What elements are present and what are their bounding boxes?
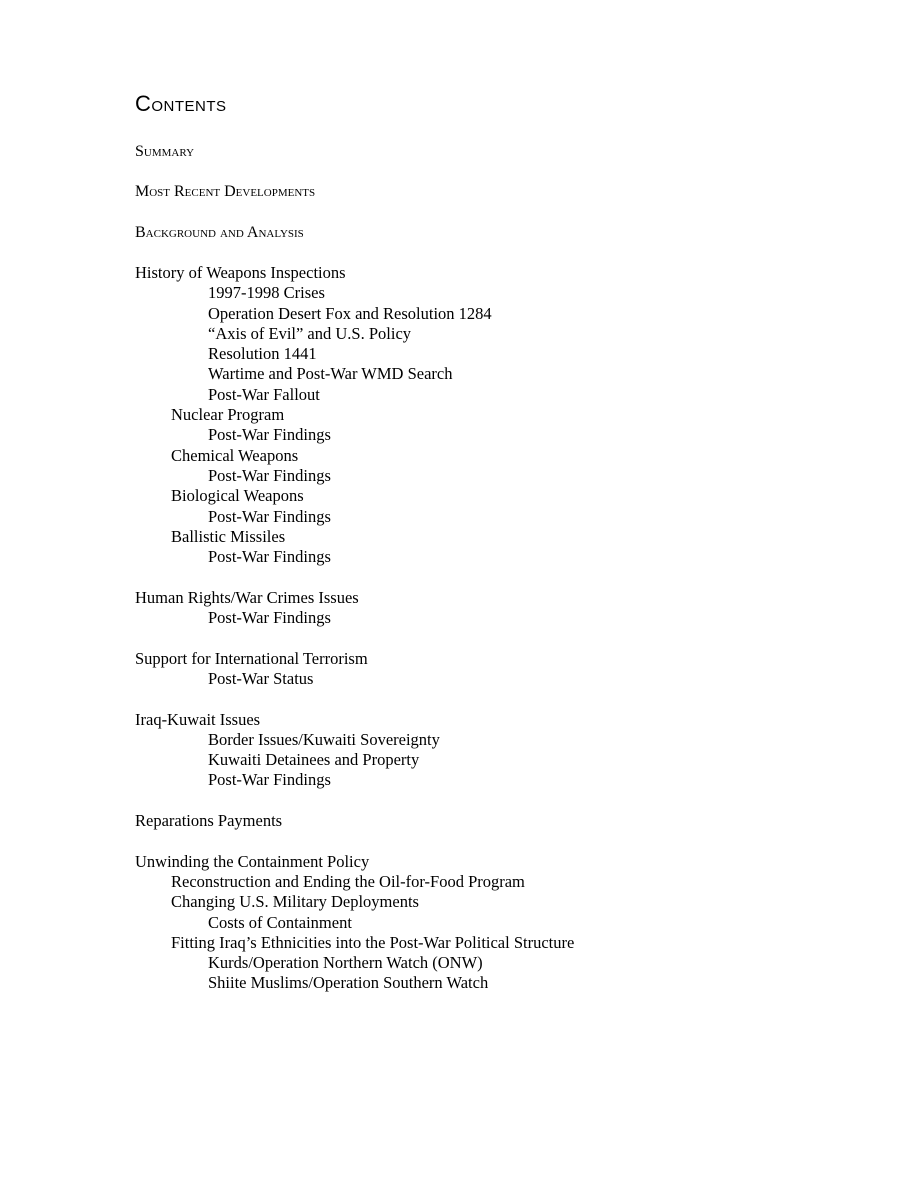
toc-entry-level-3: Post-War Findings xyxy=(208,506,331,526)
toc-entry-level-3: Post-War Findings xyxy=(208,770,331,790)
toc-entry-level-2: Nuclear Program xyxy=(171,405,285,425)
toc-entry-level-3: Post-War Status xyxy=(208,668,314,688)
toc-entry-level-3: Shiite Muslims/Operation Southern Watch xyxy=(208,973,489,993)
toc-entry-level-3: Costs of Containment xyxy=(208,912,352,932)
toc-entry-level-3: Kuwaiti Detainees and Property xyxy=(208,750,420,770)
toc-entry-level-3: Post-War Fallout xyxy=(208,384,320,404)
toc-entry-level-2: Fitting Iraq’s Ethnicities into the Post-War Political Structure xyxy=(171,932,575,952)
toc-entry-level-3: Post-War Findings xyxy=(208,425,331,445)
toc-entry-level-3: Kurds/Operation Northern Watch (ONW) xyxy=(208,953,483,973)
page-title: Contents xyxy=(135,91,227,116)
toc-entry-level-3: Wartime and Post-War WMD Search xyxy=(208,364,453,384)
toc-entry-level-1: History of Weapons Inspections xyxy=(135,263,346,282)
toc-entry-level-1: Reparations Payments xyxy=(135,811,283,831)
toc-entry-level-3: Operation Desert Fox and Resolution 1284 xyxy=(208,303,492,323)
toc-entry-level-3: Resolution 1441 xyxy=(208,344,317,364)
toc-entry-level-2: Ballistic Missiles xyxy=(171,526,286,546)
toc-entry-level-3: Post-War Findings xyxy=(208,547,331,567)
toc-entry-level-1: Support for International Terrorism xyxy=(135,648,368,668)
toc-entry-summary: Summary xyxy=(135,143,195,160)
toc-entry-level-3: Border Issues/Kuwaiti Sovereignty xyxy=(208,729,440,749)
toc-entry-level-1: Iraq-Kuwait Issues xyxy=(135,709,261,729)
toc-entry-level-3: Post-War Findings xyxy=(208,465,331,485)
toc-entry-background-and-analysis: Background and Analysis xyxy=(135,224,304,241)
toc-entry-level-3: 1997-1998 Crises xyxy=(208,283,325,303)
toc-entry-level-3: Post-War Findings xyxy=(208,608,331,628)
toc-entry-level-1: Unwinding the Containment Policy xyxy=(135,851,370,871)
toc-entry-most-recent-developments: Most Recent Developments xyxy=(135,183,316,200)
toc-entry-level-2: Biological Weapons xyxy=(171,486,304,506)
toc-entry-level-2: Changing U.S. Military Deployments xyxy=(171,892,419,912)
table-of-contents xyxy=(135,263,574,994)
toc-entry-level-2: Chemical Weapons xyxy=(171,445,299,465)
toc-entry-level-2: Reconstruction and Ending the Oil-for-Food Program xyxy=(171,871,525,891)
toc-entry-level-3: “Axis of Evil” and U.S. Policy xyxy=(208,323,412,343)
toc-entry-level-1: Human Rights/War Crimes Issues xyxy=(135,587,359,607)
